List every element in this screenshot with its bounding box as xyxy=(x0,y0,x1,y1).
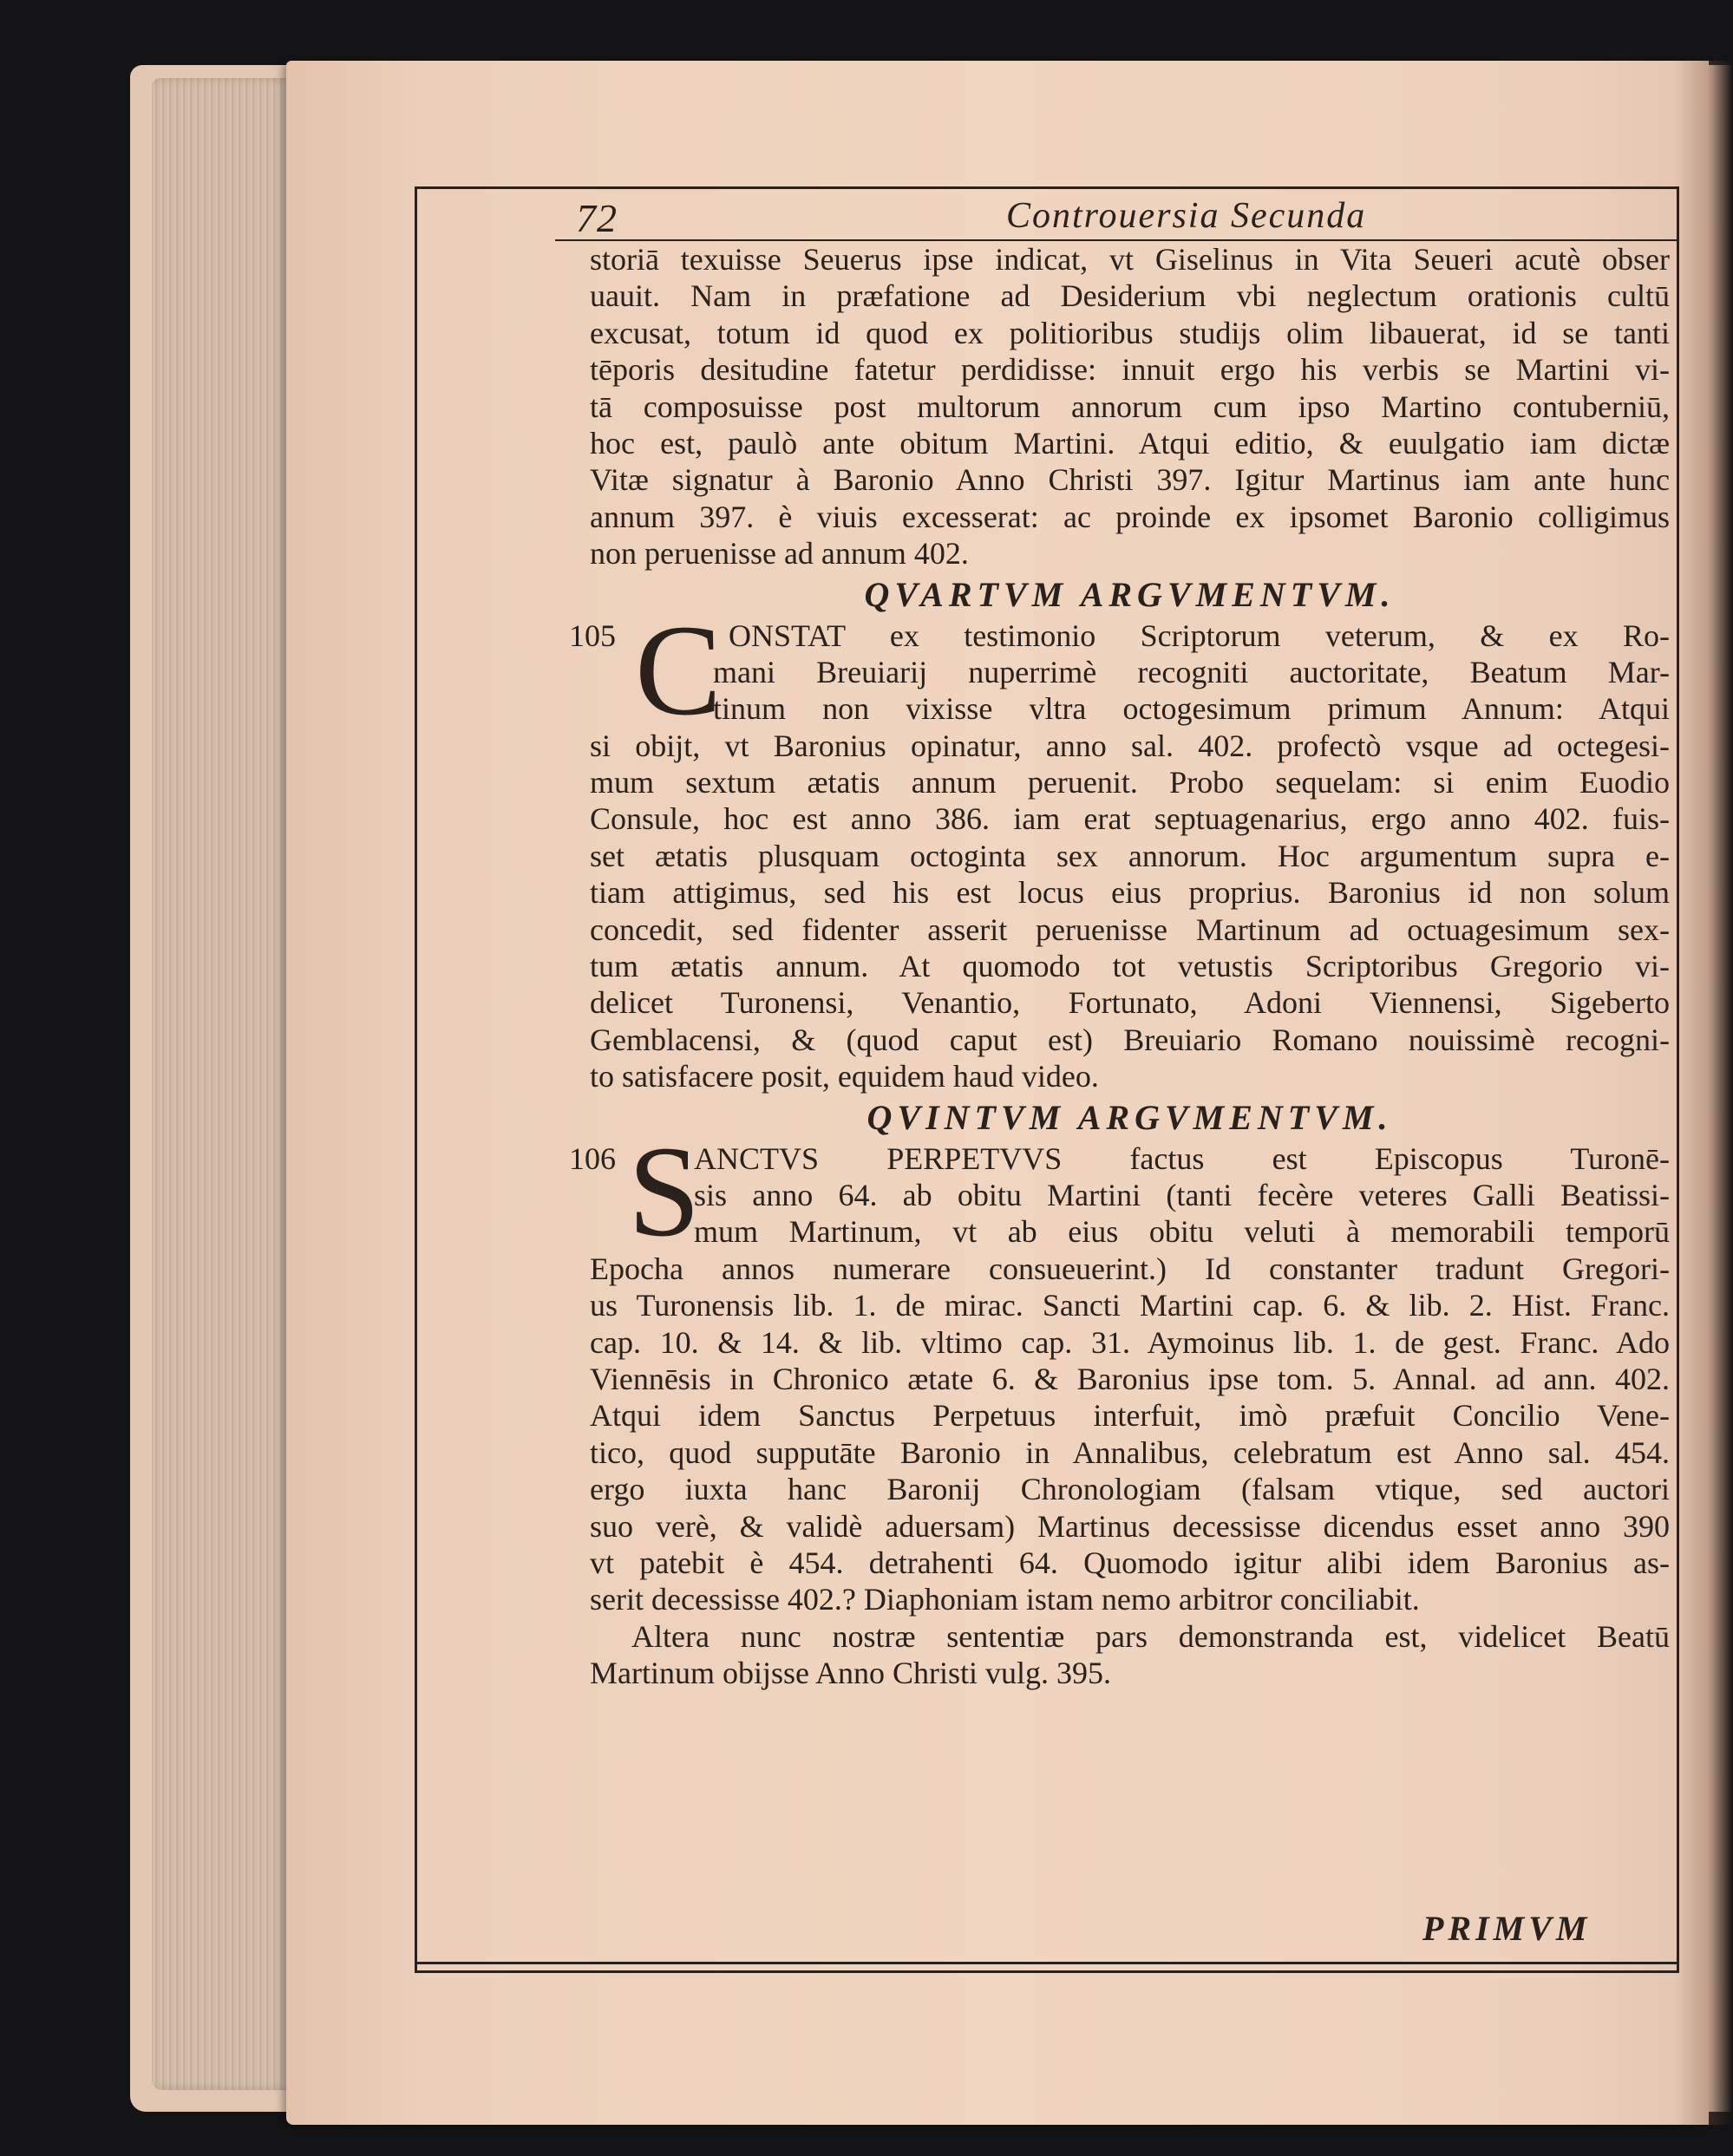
text-line: tum ætatis annum. At quomodo tot vetustis Scriptoribus Gregorio vi- xyxy=(590,949,1670,984)
text-line: tico, quod supputāte Baronio in Annalibus, celebratum est Anno sal. 454. xyxy=(590,1434,1670,1470)
text-line: tā composuisse post multorum annorum cum ipso Martino contuberniū, xyxy=(590,389,1670,424)
paragraph-number: 105 xyxy=(569,617,616,653)
gutter-shadow xyxy=(1674,61,1733,2125)
text-line: Martinum obijsse Anno Christi vulg. 395. xyxy=(590,1656,1112,1691)
text-line: Epocha annos numerare consueuerint.) Id constanter tradunt Gregori- xyxy=(590,1251,1670,1286)
text-line: tiam attigimus, sed his est locus eius proprius. Baronius id non solum xyxy=(590,875,1670,911)
text-line: annum 397. è viuis excesserat: ac proinde ex ipsomet Baronio colligimus xyxy=(590,499,1670,534)
text-line: hoc est, paulò ante obitum Martini. Atqui editio, & euulgatio iam dictæ xyxy=(590,425,1670,461)
footer-rule xyxy=(415,1962,1679,1964)
text-line: ergo iuxta hanc Baronij Chronologiam (falsam vtique, sed auctori xyxy=(590,1472,1670,1507)
drop-cap: C xyxy=(635,598,723,742)
running-head: Controuersia Secunda xyxy=(1006,196,1367,236)
text-line: Consule, hoc est anno 386. iam erat septuagenarius, ergo anno 402. fuis- xyxy=(590,801,1670,837)
paragraph-number: 106 xyxy=(569,1140,616,1176)
text-line: ONSTAT ex testimonio Scriptorum veterum, & ex Ro- xyxy=(729,617,1670,653)
text-line: serit decessisse 402.? Diaphoniam istam nemo arbitror conciliabit. xyxy=(590,1582,1420,1617)
body-text xyxy=(569,241,1670,1691)
text-line: storiā texuisse Seuerus ipse indicat, vt Giselinus in Vita Seueri acutè obser xyxy=(590,242,1670,277)
paragraph xyxy=(569,1119,1670,1692)
text-block xyxy=(590,241,1670,572)
text-line: suo verè, & validè aduersam) Martinus decessisse dicendus esset anno 390 xyxy=(590,1508,1670,1544)
text-line: vt patebit è 454. detrahenti 64. Quomodo igitur alibi idem Baronius as- xyxy=(590,1545,1670,1580)
paragraph xyxy=(569,598,1670,1095)
text-line: Vitæ signatur à Baronio Anno Christi 397. Igitur Martinus iam ante hunc xyxy=(590,462,1670,498)
text-line: mum sextum ætatis annum peruenit. Probo sequelam: si enim Euodio xyxy=(590,765,1670,800)
text-line: sis anno 64. ab obitu Martini (tanti fecère veteres Galli Beatissi- xyxy=(694,1177,1670,1212)
text-line: cap. 10. & 14. & lib. vltimo cap. 31. Aymoinus lib. 1. de gest. Franc. Ado xyxy=(590,1324,1670,1360)
text-line: excusat, totum id quod ex politioribus studijs olim libauerat, id se tanti xyxy=(590,315,1670,350)
catchword: PRIMVM xyxy=(1422,1909,1592,1948)
text-line: Viennēsis in Chronico ætate 6. & Baronius ipse tom. 5. Annal. ad ann. 402. xyxy=(590,1361,1670,1396)
text-line: mum Martinum, vt ab eius obitu veluti à memorabili temporū xyxy=(694,1214,1670,1250)
text-line: si obijt, vt Baronius opinatur, anno sal. 402. profectò vsque ad octegesi- xyxy=(590,728,1670,763)
text-line: delicet Turonensi, Venantio, Fortunato, Adoni Viennensi, Sigeberto xyxy=(590,985,1670,1021)
text-line: ANCTVS PERPETVVS factus est Episcopus Turonē- xyxy=(694,1140,1670,1176)
header-rule xyxy=(415,186,1679,189)
text-line: Gemblacensi, & (quod caput est) Breuiario Romano nouissimè recogni- xyxy=(590,1022,1670,1057)
text-line: concedit, sed fidenter asserit peruenisse Martinum ad octuagesimum sex- xyxy=(590,911,1670,947)
drop-cap: S xyxy=(628,1119,701,1264)
text-line: Atqui idem Sanctus Perpetuus interfuit, imò præfuit Concilio Vene- xyxy=(590,1398,1670,1434)
text-line: non peruenisse ad annum 402. xyxy=(590,536,969,572)
text-line: tinum non vixisse vltra octogesimum primum Annum: Atqui xyxy=(713,691,1670,727)
text-line: to satisfacere posit, equidem haud video. xyxy=(590,1059,1099,1094)
text-line: mani Breuiarij nuperrimè recogniti auctoritate, Beatum Mar- xyxy=(713,654,1670,689)
section-heading: QVINTVM ARGVMENTVM. xyxy=(866,1097,1393,1137)
text-line: us Turonensis lib. 1. de mirac. Sancti Martini cap. 6. & lib. 2. Hist. Franc. xyxy=(590,1288,1670,1323)
section-heading: QVARTVM ARGVMENTVM. xyxy=(864,574,1396,614)
text-line: Altera nunc nostræ sententiæ pars demonstranda est, videlicet Beatū xyxy=(631,1618,1670,1654)
text-line: uauit. Nam in præfatione ad Desiderium vbi neglectum orationis cultū xyxy=(590,278,1670,314)
text-line: tēporis desitudine fatetur perdidisse: innuit ergo his verbis se Martini vi- xyxy=(590,352,1670,388)
page-number: 72 xyxy=(576,196,618,240)
text-line: set ætatis plusquam octoginta sex annorum. Hoc argumentum supra e- xyxy=(590,838,1670,873)
